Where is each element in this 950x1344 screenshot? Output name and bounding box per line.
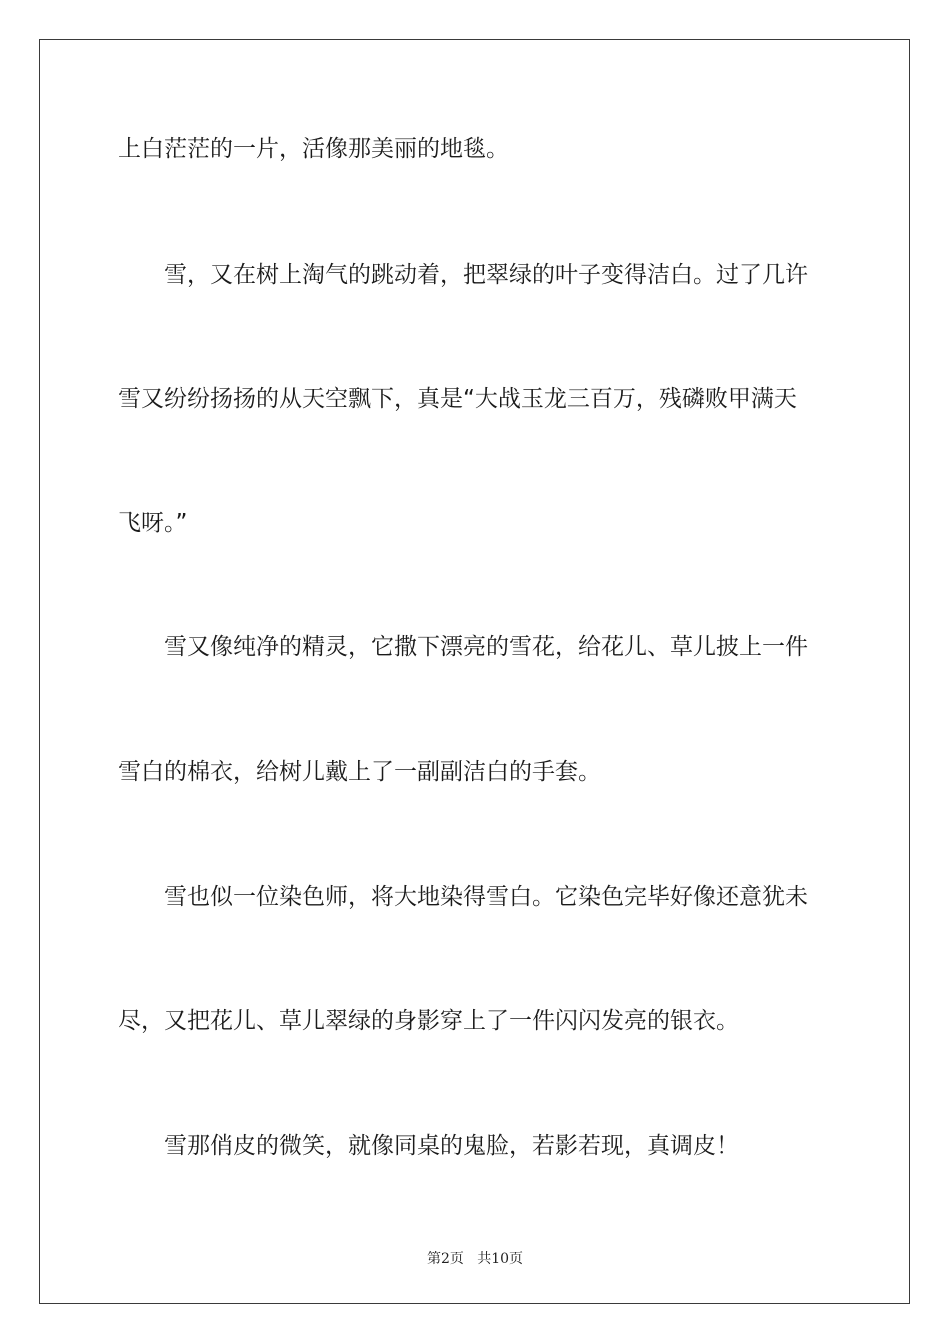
text-line-3: 雪又纷纷扬扬的从天空飘下，真是“大战玉龙三百万，残磷败甲满天 bbox=[118, 386, 797, 412]
text-line-1: 上白茫茫的一片，活像那美丽的地毯。 bbox=[118, 136, 509, 162]
text-line-2: 雪，又在树上淘气的跳动着，把翠绿的叶子变得洁白。过了几许 bbox=[164, 262, 808, 288]
page-border bbox=[39, 39, 910, 1304]
text-line-8: 尽，又把花儿、草儿翠绿的身影穿上了一件闪闪发亮的银衣。 bbox=[118, 1008, 739, 1034]
text-line-9: 雪那俏皮的微笑，就像同桌的鬼脸，若影若现，真调皮！ bbox=[164, 1133, 739, 1159]
text-line-5: 雪又像纯净的精灵，它撒下漂亮的雪花，给花儿、草儿披上一件 bbox=[164, 634, 808, 660]
text-line-7: 雪也似一位染色师，将大地染得雪白。它染色完毕好像还意犹未 bbox=[164, 884, 808, 910]
text-line-6: 雪白的棉衣，给树儿戴上了一副副洁白的手套。 bbox=[118, 759, 601, 785]
page-number-footer: 第2页 共10页 bbox=[426, 1251, 524, 1267]
text-line-4: 飞呀。” bbox=[118, 510, 188, 536]
